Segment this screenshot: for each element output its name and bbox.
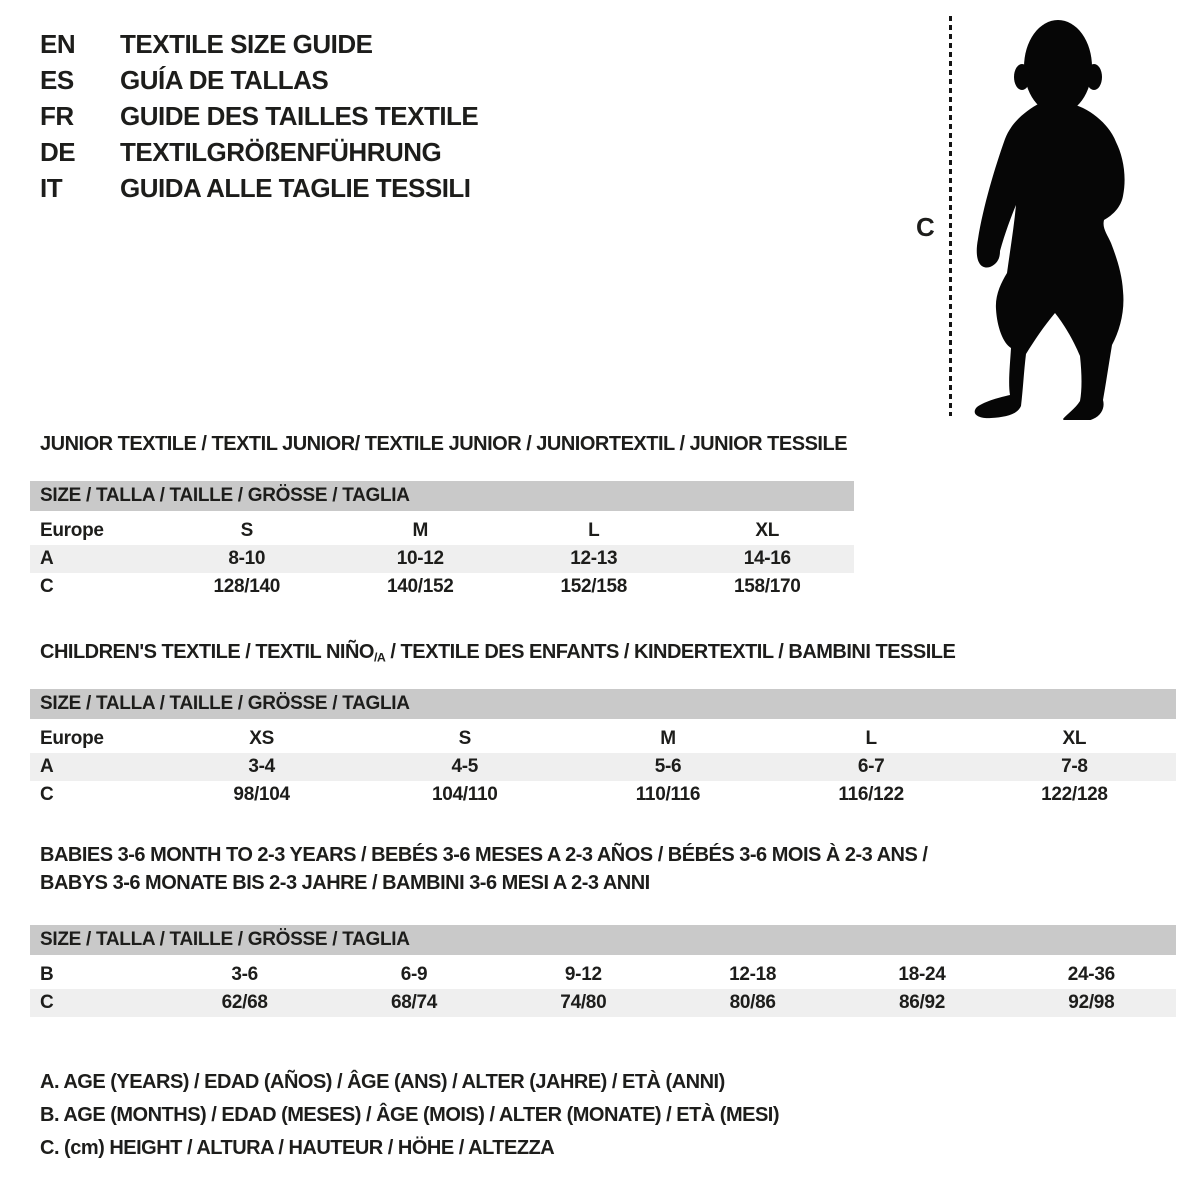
table-cell: C: [40, 992, 54, 1013]
table-cell: Europe: [40, 520, 104, 541]
junior-size-header-bar: SIZE / TALLA / TAILLE / GRÖSSE / TAGLIA: [30, 481, 854, 511]
lang-code: FR: [40, 101, 74, 131]
babies-heading-line1: BABIES 3-6 MONTH TO 2-3 YEARS / BEBÉS 3-6 MESES A 2-3 AÑOS / BÉBÉS 3-6 MOIS À 2-3 ANS /: [40, 844, 928, 866]
babies-heading-line2: BABYS 3-6 MONATE BIS 2-3 JAHRE / BAMBINI 3-6 MESI A 2-3 ANNI: [40, 872, 650, 894]
table-row: [30, 781, 1176, 809]
table-cell: 9-12: [564, 964, 602, 985]
table-cell: XS: [249, 728, 274, 749]
table-cell: 92/98: [1068, 992, 1115, 1013]
table-cell: 3-6: [231, 964, 258, 985]
table-row: [30, 725, 1176, 753]
junior-size-table: [30, 517, 854, 601]
lang-code: ES: [40, 65, 74, 95]
table-cell: 24-36: [1067, 964, 1115, 985]
table-cell: 86/92: [898, 992, 945, 1013]
lang-row-it: [40, 170, 478, 206]
children-heading-sub: /A: [373, 650, 386, 665]
table-cell: B: [40, 964, 54, 985]
babies-size-header-bar: SIZE / TALLA / TAILLE / GRÖSSE / TAGLIA: [30, 925, 1176, 955]
table-cell: 140/152: [386, 576, 454, 597]
table-cell: 4-5: [451, 756, 479, 777]
babies-table-block: [30, 925, 1176, 1017]
lang-title: TEXTILE SIZE GUIDE: [120, 29, 373, 59]
height-dashed-line: [949, 16, 952, 416]
table-cell: 110/116: [635, 784, 701, 805]
table-cell: 98/104: [233, 784, 290, 805]
table-cell: 18-24: [898, 964, 946, 985]
table-cell: S: [458, 728, 471, 749]
babies-size-table: [30, 961, 1176, 1017]
children-size-header-bar: SIZE / TALLA / TAILLE / GRÖSSE / TAGLIA: [30, 689, 1176, 719]
table-cell: C: [40, 784, 54, 805]
table-row: [30, 989, 1176, 1017]
children-heading-post: / TEXTILE DES ENFANTS / KINDERTEXTIL / BAMBINI TESSILE: [385, 641, 956, 663]
toddler-silhouette-icon: [965, 15, 1140, 420]
children-table-block: [30, 689, 1176, 809]
height-measure-figure: [900, 0, 1160, 430]
table-row: [30, 545, 854, 573]
table-cell: 10-12: [396, 548, 444, 569]
lang-title: TEXTILGRÖßENFÜHRUNG: [120, 137, 442, 167]
lang-row-en: [40, 26, 478, 62]
lang-title: GUÍA DE TALLAS: [120, 65, 329, 95]
table-row: [30, 573, 854, 601]
table-cell: 116/122: [838, 784, 904, 805]
table-cell: XL: [1062, 728, 1087, 749]
legend-line-a: A. AGE (YEARS) / EDAD (AÑOS) / ÂGE (ANS) / ALTER (JAHRE) / ETÀ (ANNI): [40, 1071, 725, 1093]
table-cell: 152/158: [560, 576, 628, 597]
table-cell: 14-16: [743, 548, 791, 569]
table-cell: XL: [755, 520, 780, 541]
measurement-legend: [40, 1066, 779, 1165]
legend-line-c: C. (cm) HEIGHT / ALTURA / HAUTEUR / HÖHE / ALTEZZA: [40, 1137, 555, 1159]
babies-heading: [40, 841, 927, 897]
lang-code: DE: [40, 137, 76, 167]
children-heading-pre: CHILDREN'S TEXTILE / TEXTIL NIÑO: [40, 641, 374, 663]
lang-title: GUIDA ALLE TAGLIE TESSILI: [120, 173, 471, 203]
table-cell: L: [588, 520, 600, 541]
lang-title: GUIDE DES TAILLES TEXTILE: [120, 101, 479, 131]
table-cell: 158/170: [733, 576, 801, 597]
table-cell: 5-6: [654, 756, 682, 777]
children-size-table: [30, 725, 1176, 809]
table-cell: M: [660, 728, 676, 749]
table-cell: C: [40, 576, 54, 597]
table-cell: 74/80: [560, 992, 607, 1013]
table-row: [30, 961, 1176, 989]
junior-heading: JUNIOR TEXTILE / TEXTIL JUNIOR/ TEXTILE JUNIOR / JUNIORTEXTIL / JUNIOR TESSILE: [40, 433, 848, 455]
lang-row-es: [40, 62, 478, 98]
table-cell: 6-9: [400, 964, 428, 985]
table-cell: 12-13: [570, 548, 618, 569]
table-cell: 128/140: [213, 576, 281, 597]
children-heading: [40, 641, 955, 664]
lang-row-de: [40, 134, 478, 170]
table-row: [30, 753, 1176, 781]
table-cell: L: [865, 728, 877, 749]
lang-code: EN: [40, 29, 76, 59]
table-cell: 104/110: [432, 784, 498, 805]
table-cell: 12-18: [729, 964, 777, 985]
table-cell: A: [40, 548, 54, 569]
table-cell: 8-10: [228, 548, 266, 569]
table-cell: M: [412, 520, 429, 541]
table-cell: S: [240, 520, 253, 541]
table-cell: 80/86: [729, 992, 776, 1013]
table-cell: 6-7: [857, 756, 885, 777]
table-cell: A: [40, 756, 54, 777]
height-measure-label: C: [916, 212, 935, 242]
table-cell: 122/128: [1041, 784, 1108, 805]
table-cell: 7-8: [1061, 756, 1088, 777]
table-cell: 62/68: [221, 992, 268, 1013]
lang-code: IT: [40, 173, 63, 203]
lang-row-fr: [40, 98, 478, 134]
junior-table-block: [30, 481, 854, 601]
legend-line-b: B. AGE (MONTHS) / EDAD (MESES) / ÂGE (MOIS) / ALTER (MONATE) / ETÀ (MESI): [40, 1104, 780, 1126]
language-title-list: [40, 26, 478, 206]
table-cell: 3-4: [248, 756, 275, 777]
table-cell: Europe: [40, 728, 104, 749]
table-cell: 68/74: [390, 992, 438, 1013]
table-row: [30, 517, 854, 545]
